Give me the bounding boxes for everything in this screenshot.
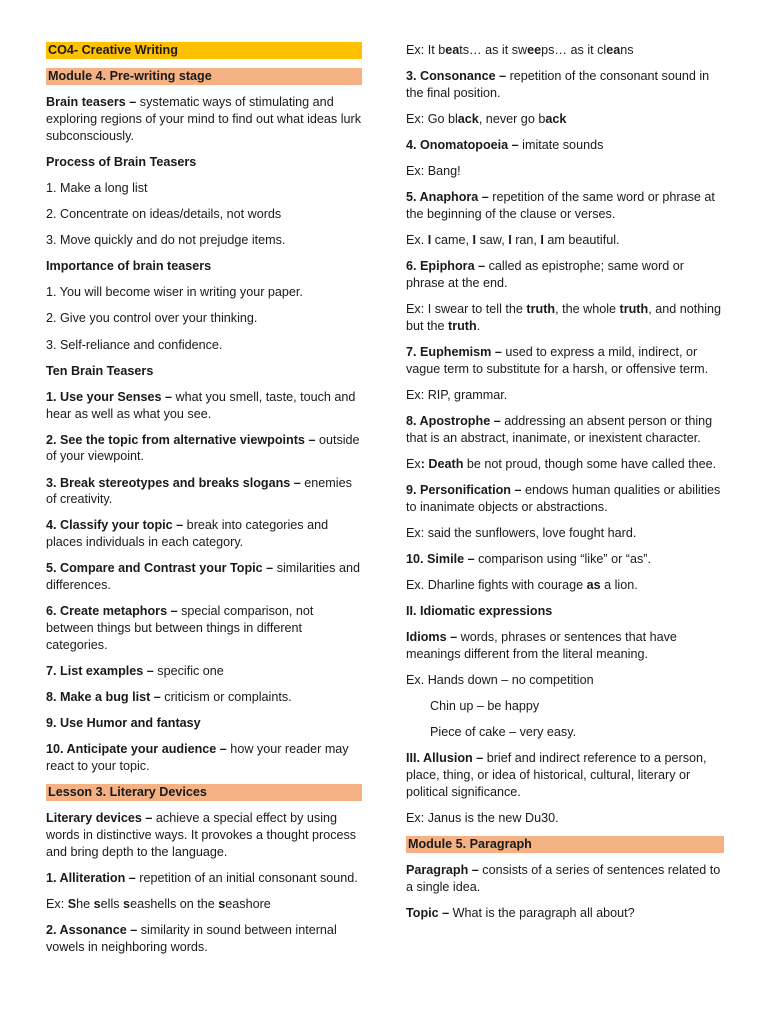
bold-text: 2. See the topic from alternative viewpoints –	[46, 432, 316, 447]
paragraph	[46, 284, 362, 301]
bold-text: 8. Apostrophe –	[406, 414, 501, 429]
text-run: called as epistrophe; same word or phrase at the end.	[406, 259, 684, 291]
text-run: criticism or complaints.	[160, 689, 292, 704]
bold-text: truth	[526, 302, 556, 317]
bold-text: ea	[606, 43, 621, 57]
bold-text: 3. Break stereotypes and breaks slogans –	[46, 475, 301, 490]
paragraph	[406, 163, 724, 180]
text-run: Ex. Dharline fights with courage	[406, 578, 587, 593]
bold-text: 5. Anaphora –	[406, 190, 489, 205]
paragraph	[406, 551, 724, 568]
bold-text: 10. Anticipate your audience –	[46, 742, 227, 757]
paragraph	[406, 42, 724, 59]
bold-text: 7. Euphemism –	[406, 345, 502, 360]
bold-text: truth	[448, 318, 477, 333]
bold-text: 5. Compare and Contrast your Topic –	[46, 561, 274, 576]
paragraph	[406, 456, 724, 473]
paragraph	[46, 94, 362, 144]
text-run: endows human qualities or abilities to inanimate objects or abstractions.	[406, 483, 721, 514]
bold-text: 6. Create metaphors –	[46, 604, 178, 619]
bold-text: ack	[457, 111, 479, 126]
paragraph	[46, 206, 362, 223]
paragraph	[46, 232, 362, 249]
text-run: eashells on the	[130, 896, 219, 911]
text-run: repetition of the same word or phrase at the beginning of the clause or verses.	[406, 190, 715, 222]
paragraph	[46, 689, 362, 706]
text-run: achieve a special effect by using words in distinctive ways. It provokes a thought process and bring depth to the language.	[46, 811, 357, 859]
text-run: enemies of creativity.	[46, 475, 352, 507]
paragraph	[46, 715, 362, 732]
text-run: Ex:	[46, 896, 68, 911]
text-run: imitate sounds	[518, 138, 604, 153]
paragraph	[406, 750, 724, 800]
paragraph	[406, 482, 724, 516]
bold-text: 6. Epiphora –	[406, 259, 486, 274]
text-run: comparison using “like” or “as”.	[474, 551, 651, 566]
bold-text: s	[93, 896, 101, 911]
bold-text: S	[67, 896, 77, 911]
text-run: 1. Make a long list	[46, 180, 148, 195]
paragraph	[46, 922, 362, 956]
paragraph	[406, 344, 724, 378]
text-run: words, phrases or sentences that have meanings different from the literal meaning.	[406, 630, 677, 662]
paragraph	[406, 525, 724, 542]
text-run: Ex: said the sunflowers, love fought hard.	[406, 525, 637, 540]
bold-text: I	[508, 233, 512, 248]
paragraph	[46, 560, 362, 594]
bold-text: 9. Personification –	[406, 483, 522, 497]
text-run: What is the paragraph all about?	[449, 906, 635, 921]
text-run: 3. Self-reliance and confidence.	[46, 337, 223, 352]
text-run: 1. You will become wiser in writing your paper.	[46, 285, 303, 300]
paragraph	[406, 189, 724, 223]
bold-text: 1. Alliteration –	[46, 870, 136, 885]
bold-text: 4. Onomatopoeia –	[406, 138, 519, 153]
bold-text: 2. Assonance –	[46, 923, 138, 937]
bold-text: Brain teasers –	[46, 95, 137, 110]
indented-example	[406, 698, 724, 715]
text-run: Ex: I swear to tell the	[406, 302, 527, 317]
paragraph	[406, 387, 724, 404]
bold-text: Literary devices –	[46, 811, 153, 826]
text-run: , never go b	[478, 111, 546, 126]
text-run: , the whole	[555, 302, 620, 317]
paragraph	[406, 810, 724, 827]
text-run: used to express a mild, indirect, or vague term to substitute for a harsh, or offensive term.	[406, 345, 709, 376]
text-run: outside of your viewpoint.	[46, 432, 360, 464]
text-run: ran,	[511, 233, 541, 248]
paragraph	[406, 68, 724, 102]
bold-text: III. Allusion –	[406, 751, 484, 766]
bold-text: II. Idiomatic expressions	[406, 604, 553, 619]
paragraph	[46, 870, 362, 887]
paragraph	[406, 301, 724, 335]
bold-text: Module 5. Paragraph	[408, 837, 532, 852]
left-column	[46, 42, 362, 965]
paragraph	[406, 413, 724, 447]
text-run: he	[76, 896, 94, 911]
text-run: Ex: Janus is the new Du30.	[406, 811, 559, 826]
bold-text: 4. Classify your topic –	[46, 518, 184, 533]
text-run: ells	[100, 896, 124, 911]
text-run: consists of a series of sentences related to a single idea.	[406, 863, 721, 895]
text-run: ns	[620, 43, 634, 57]
paragraph	[46, 432, 362, 466]
bold-text: Topic –	[406, 906, 450, 921]
bold-text: 10. Simile –	[406, 551, 475, 566]
paragraph	[46, 663, 362, 680]
paragraph	[46, 154, 362, 171]
text-run: 2. Give you control over your thinking.	[46, 311, 258, 326]
text-run: specific one	[153, 663, 224, 678]
paragraph	[406, 905, 724, 922]
paragraph	[406, 577, 724, 594]
text-run: Ex: RIP, grammar.	[406, 387, 508, 402]
bold-text: Ten Brain Teasers	[46, 363, 154, 378]
text-run: .	[476, 318, 481, 333]
paragraph	[406, 672, 724, 689]
text-run: am beautiful.	[543, 233, 620, 248]
paragraph	[46, 517, 362, 551]
bold-text: I	[472, 233, 476, 248]
paragraph	[46, 389, 362, 423]
bold-text: Module 4. Pre-writing stage	[48, 69, 212, 84]
bold-text: Idioms –	[406, 630, 458, 645]
paragraph	[46, 603, 362, 653]
course-heading	[46, 42, 362, 59]
text-run: 2. Concentrate on ideas/details, not words	[46, 207, 282, 222]
bold-text: as	[586, 578, 601, 593]
text-run: what you smell, taste, touch and hear as well as what you see.	[46, 389, 356, 421]
paragraph	[46, 310, 362, 327]
bold-text: I	[427, 233, 432, 248]
paragraph	[46, 258, 362, 275]
bold-text: : Death	[420, 456, 464, 471]
paragraph	[406, 862, 724, 896]
text-run: special comparison, not between things but between things in different categories.	[46, 604, 314, 652]
bold-text: s	[218, 896, 226, 911]
paragraph	[406, 232, 724, 249]
bold-text: 3. Consonance –	[406, 69, 507, 84]
text-run: brief and indirect reference to a person, place, thing, or idea of historical, cultural, literary or political significance.	[406, 751, 707, 800]
bold-text: 1. Use your Senses –	[46, 389, 173, 404]
text-run: Ex: Go bl	[406, 111, 458, 126]
right-column	[406, 42, 724, 931]
paragraph	[46, 810, 362, 860]
bold-text: s	[123, 896, 131, 911]
paragraph	[406, 111, 724, 128]
paragraph	[46, 741, 362, 775]
section-heading	[46, 784, 362, 801]
bold-text: Paragraph –	[406, 863, 479, 878]
text-run: Chin up – be happy	[430, 699, 540, 714]
text-run: break into categories and places individuals in each category.	[46, 518, 329, 550]
paragraph	[46, 337, 362, 354]
bold-text: ack	[545, 111, 567, 126]
text-run: Piece of cake – very easy.	[430, 725, 577, 740]
text-run: a lion.	[600, 578, 638, 593]
paragraph	[406, 603, 724, 620]
text-run: similarity in sound between internal vowels in neighboring words.	[46, 923, 337, 954]
text-run: , and nothing but the	[406, 302, 722, 333]
text-run: came,	[431, 233, 473, 248]
text-run: how your reader may react to your topic.	[46, 742, 349, 773]
bold-text: truth	[619, 302, 649, 317]
text-run: 3. Move quickly and do not prejudge items.	[46, 233, 286, 248]
bold-text: 8. Make a bug list –	[46, 689, 161, 704]
section-heading	[46, 68, 362, 85]
paragraph	[46, 363, 362, 380]
text-run: Ex.	[406, 233, 428, 248]
bold-text: Lesson 3. Literary Devices	[48, 785, 207, 800]
text-run: be not proud, though some have called thee.	[463, 456, 717, 471]
text-run: addressing an absent person or thing that is an abstract, inanimate, or inexistent character.	[406, 414, 713, 445]
paragraph	[406, 258, 724, 292]
bold-text: ee	[527, 43, 542, 57]
text-run: Ex	[406, 456, 421, 471]
bold-text: CO4- Creative Writing	[48, 43, 178, 57]
bold-text: Process of Brain Teasers	[46, 154, 197, 169]
bold-text: ea	[445, 43, 460, 57]
text-run: Ex. Hands down – no competition	[406, 673, 594, 688]
paragraph	[46, 180, 362, 197]
bold-text: I	[540, 233, 544, 248]
text-run: Ex: It b	[406, 43, 446, 57]
text-run: saw,	[476, 233, 509, 248]
bold-text: Importance of brain teasers	[46, 259, 212, 274]
paragraph	[406, 137, 724, 154]
paragraph	[406, 629, 724, 663]
text-run: ps… as it cl	[541, 43, 607, 57]
bold-text: 7. List examples –	[46, 663, 154, 678]
text-run: repetition of an initial consonant sound.	[135, 870, 358, 885]
text-run: similarities and differences.	[46, 561, 360, 593]
paragraph	[46, 896, 362, 913]
text-run: eashore	[225, 896, 271, 911]
text-run: repetition of the consonant sound in the final position.	[406, 69, 710, 100]
section-heading	[406, 836, 724, 853]
text-run: ts… as it sw	[459, 43, 528, 57]
paragraph	[46, 475, 362, 509]
text-run: systematic ways of stimulating and exploring regions of your mind to find out what ideas lurk subconsciously.	[46, 95, 362, 143]
text-run: Ex: Bang!	[406, 164, 461, 179]
indented-example	[406, 724, 724, 741]
bold-text: 9. Use Humor and fantasy	[46, 716, 201, 731]
